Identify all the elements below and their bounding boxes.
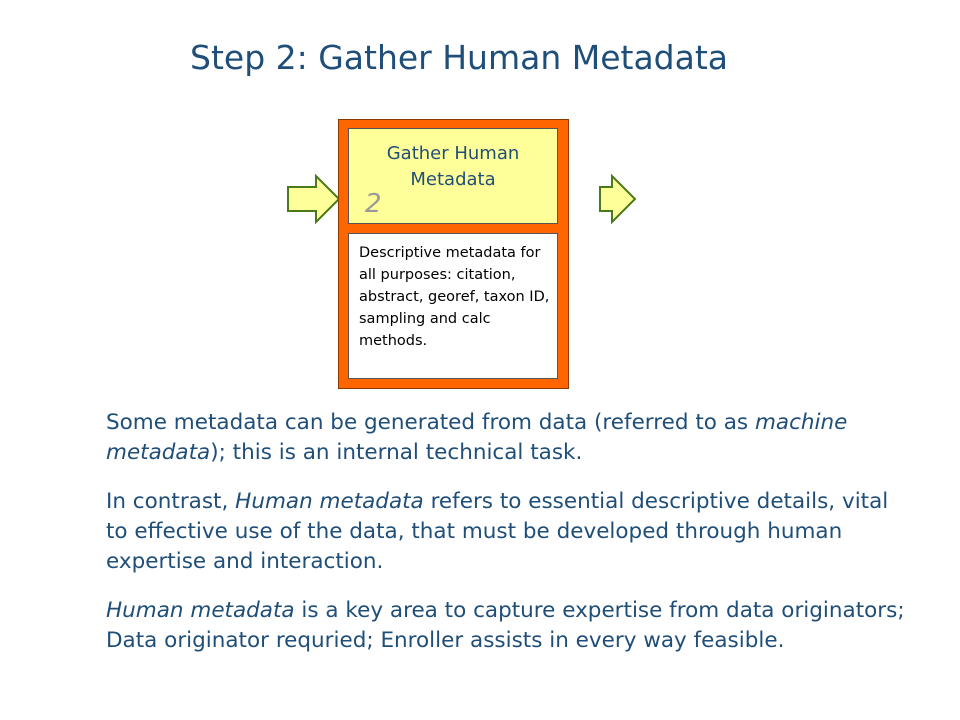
step-number: 2 [365, 189, 382, 219]
p1-text-b: ); this is an internal technical task. [210, 440, 583, 465]
input-arrow-icon [286, 174, 342, 224]
p2-text-a: In contrast, [106, 489, 236, 514]
p3-text-b: is a key area to capture expertise from data originators; Data originator requried; Enroller assists in every way feasible. [106, 598, 905, 653]
p1-text-a: Some metadata can be generated from data (referred to as [106, 410, 755, 435]
p3-italic: Human metadata [106, 598, 295, 623]
p2-text-b: refers to essential descriptive details, vital to effective use of the data, that must be developed through human expertise and interaction. [106, 489, 889, 574]
paragraph-expertise [106, 596, 916, 656]
step-description: Descriptive metadata for all purposes: citation, abstract, georef, taxon ID, sampling and calc methods. [348, 233, 558, 379]
paragraph-machine-metadata [106, 408, 916, 468]
page-title: Step 2: Gather Human Metadata [190, 38, 729, 77]
paragraph-human-metadata [106, 487, 916, 577]
step-frame [338, 119, 569, 389]
output-arrow-icon [598, 174, 638, 224]
p1-italic: machine metadata [106, 410, 848, 465]
step-box [348, 128, 558, 224]
p2-italic: Human metadata [235, 489, 424, 514]
step-title: Gather Human Metadata [386, 143, 520, 190]
